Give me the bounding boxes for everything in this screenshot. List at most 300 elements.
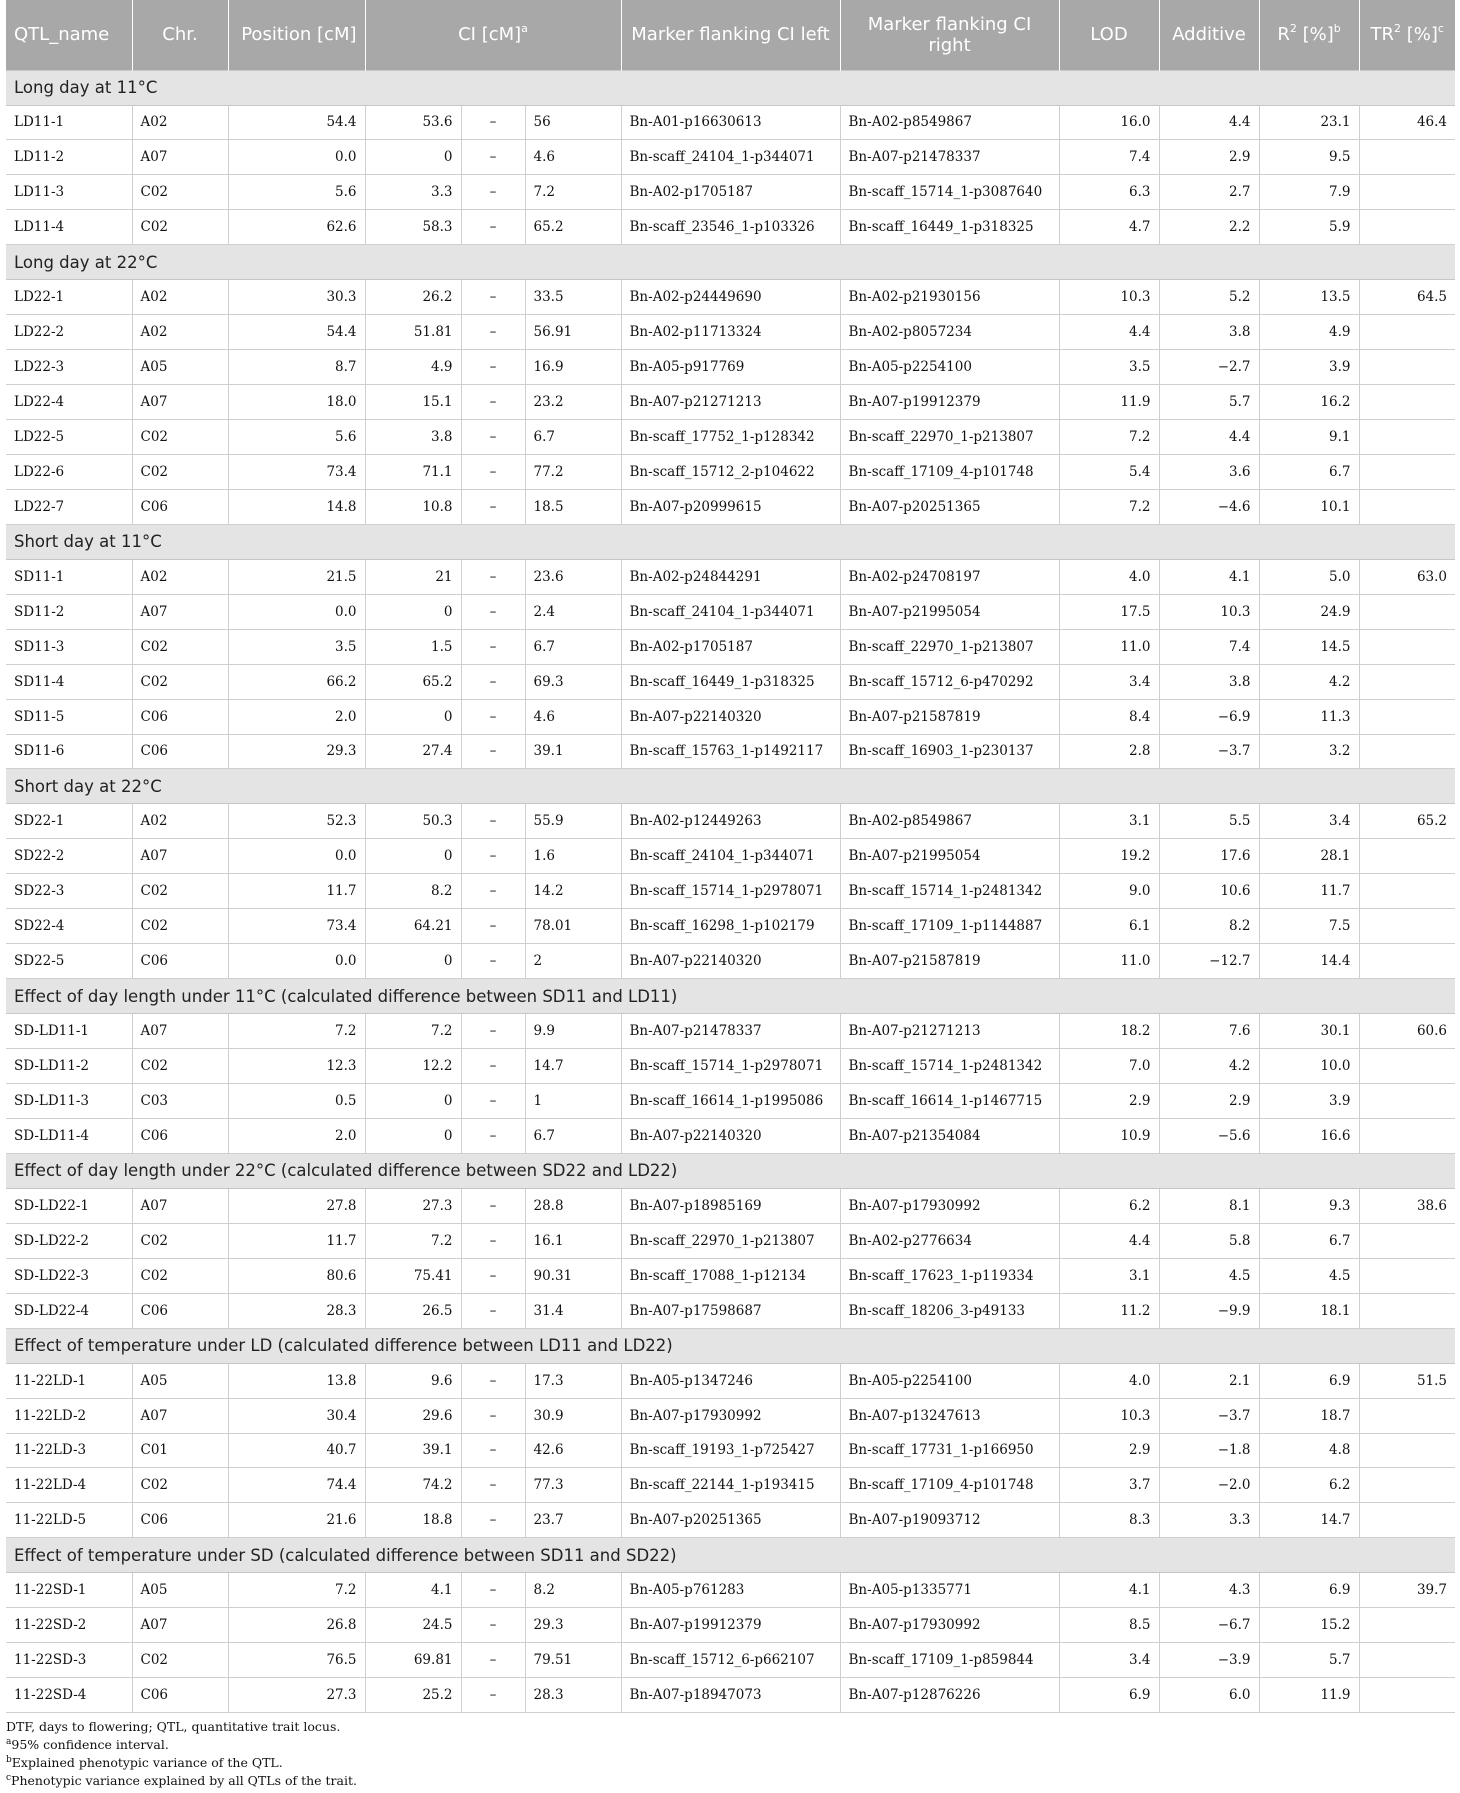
cell-ci-high: 42.6 xyxy=(525,1433,621,1468)
cell-additive: 10.3 xyxy=(1159,594,1259,629)
cell-lod: 4.0 xyxy=(1059,1363,1159,1398)
table-row xyxy=(6,839,1455,874)
cell-tr2 xyxy=(1359,839,1455,874)
cell-position: 7.2 xyxy=(228,1014,365,1049)
cell-r2: 9.5 xyxy=(1259,140,1359,175)
cell-position: 11.7 xyxy=(228,1223,365,1258)
cell-ci-low: 9.6 xyxy=(365,1363,461,1398)
cell-lod: 8.4 xyxy=(1059,699,1159,734)
cell-lod: 17.5 xyxy=(1059,594,1159,629)
cell-ci-dash: – xyxy=(461,804,525,839)
cell-qtl-name: LD22-1 xyxy=(6,280,132,315)
cell-lod: 4.7 xyxy=(1059,210,1159,245)
cell-ci-low: 53.6 xyxy=(365,105,461,140)
cell-tr2 xyxy=(1359,629,1455,664)
cell-chr: A05 xyxy=(132,350,228,385)
cell-marker-right: Bn-scaff_16903_1-p230137 xyxy=(840,734,1059,769)
cell-ci-high: 6.7 xyxy=(525,1118,621,1153)
table-row xyxy=(6,420,1455,455)
cell-additive: 8.2 xyxy=(1159,909,1259,944)
cell-ci-dash: – xyxy=(461,1049,525,1084)
cell-tr2 xyxy=(1359,1503,1455,1538)
cell-qtl-name: LD11-4 xyxy=(6,210,132,245)
cell-ci-dash: – xyxy=(461,944,525,979)
cell-tr2 xyxy=(1359,385,1455,420)
cell-tr2 xyxy=(1359,140,1455,175)
cell-chr: A07 xyxy=(132,140,228,175)
cell-ci-dash: – xyxy=(461,629,525,664)
table-row xyxy=(6,699,1455,734)
cell-marker-right: Bn-scaff_17731_1-p166950 xyxy=(840,1433,1059,1468)
cell-ci-low: 0 xyxy=(365,1084,461,1119)
cell-lod: 2.9 xyxy=(1059,1084,1159,1119)
cell-ci-low: 18.8 xyxy=(365,1503,461,1538)
table-body xyxy=(6,70,1455,1713)
cell-ci-dash: – xyxy=(461,909,525,944)
cell-qtl-name: 11-22LD-3 xyxy=(6,1433,132,1468)
col-header-lod: LOD xyxy=(1059,0,1159,70)
cell-r2: 14.7 xyxy=(1259,1503,1359,1538)
cell-ci-low: 7.2 xyxy=(365,1223,461,1258)
cell-chr: C02 xyxy=(132,1049,228,1084)
cell-ci-high: 9.9 xyxy=(525,1014,621,1049)
table-row xyxy=(6,105,1455,140)
cell-tr2 xyxy=(1359,734,1455,769)
cell-qtl-name: SD-LD22-2 xyxy=(6,1223,132,1258)
cell-tr2 xyxy=(1359,909,1455,944)
table-row xyxy=(6,1223,1455,1258)
cell-lod: 3.7 xyxy=(1059,1468,1159,1503)
section-header-row xyxy=(6,70,1455,105)
table-row xyxy=(6,1643,1455,1678)
cell-ci-high: 69.3 xyxy=(525,664,621,699)
cell-marker-right: Bn-A07-p21995054 xyxy=(840,839,1059,874)
table-row xyxy=(6,1084,1455,1119)
cell-marker-left: Bn-A07-p21271213 xyxy=(621,385,840,420)
cell-ci-low: 4.9 xyxy=(365,350,461,385)
cell-ci-dash: – xyxy=(461,874,525,909)
cell-chr: C02 xyxy=(132,1258,228,1293)
cell-position: 13.8 xyxy=(228,1363,365,1398)
table-row xyxy=(6,454,1455,489)
cell-r2: 4.5 xyxy=(1259,1258,1359,1293)
cell-position: 40.7 xyxy=(228,1433,365,1468)
cell-r2: 18.7 xyxy=(1259,1398,1359,1433)
cell-ci-dash: – xyxy=(461,1573,525,1608)
cell-marker-left: Bn-scaff_15714_1-p2978071 xyxy=(621,874,840,909)
cell-marker-left: Bn-A02-p1705187 xyxy=(621,175,840,210)
cell-chr: C02 xyxy=(132,210,228,245)
cell-chr: C06 xyxy=(132,944,228,979)
cell-lod: 7.4 xyxy=(1059,140,1159,175)
cell-tr2 xyxy=(1359,1608,1455,1643)
cell-ci-low: 39.1 xyxy=(365,1433,461,1468)
cell-additive: −2.0 xyxy=(1159,1468,1259,1503)
section-title: Effect of day length under 11°C (calculated difference between SD11 and LD11) xyxy=(6,979,1455,1014)
cell-marker-right: Bn-scaff_15714_1-p2481342 xyxy=(840,1049,1059,1084)
cell-position: 54.4 xyxy=(228,315,365,350)
cell-marker-left: Bn-A07-p18985169 xyxy=(621,1188,840,1223)
cell-lod: 11.0 xyxy=(1059,944,1159,979)
cell-ci-low: 65.2 xyxy=(365,664,461,699)
cell-additive: −3.7 xyxy=(1159,734,1259,769)
cell-position: 21.6 xyxy=(228,1503,365,1538)
cell-chr: A07 xyxy=(132,1608,228,1643)
table-row xyxy=(6,1573,1455,1608)
footnote-abbreviations: DTF, days to flowering; QTL, quantitative trait locus. xyxy=(6,1719,341,1734)
cell-lod: 4.4 xyxy=(1059,315,1159,350)
cell-ci-dash: – xyxy=(461,1363,525,1398)
section-title: Effect of temperature under SD (calculated difference between SD11 and SD22) xyxy=(6,1538,1455,1573)
cell-ci-dash: – xyxy=(461,594,525,629)
cell-position: 27.3 xyxy=(228,1678,365,1713)
cell-position: 29.3 xyxy=(228,734,365,769)
cell-marker-right: Bn-A07-p13247613 xyxy=(840,1398,1059,1433)
cell-lod: 4.1 xyxy=(1059,1573,1159,1608)
cell-tr2 xyxy=(1359,1293,1455,1328)
cell-tr2 xyxy=(1359,874,1455,909)
cell-ci-low: 0 xyxy=(365,140,461,175)
cell-tr2: 64.5 xyxy=(1359,280,1455,315)
cell-r2: 28.1 xyxy=(1259,839,1359,874)
cell-marker-right: Bn-A07-p21354084 xyxy=(840,1118,1059,1153)
cell-ci-low: 3.8 xyxy=(365,420,461,455)
cell-marker-left: Bn-scaff_17088_1-p12134 xyxy=(621,1258,840,1293)
cell-additive: 8.1 xyxy=(1159,1188,1259,1223)
table-row xyxy=(6,210,1455,245)
cell-additive: 3.3 xyxy=(1159,1503,1259,1538)
table-row xyxy=(6,1118,1455,1153)
cell-r2: 14.4 xyxy=(1259,944,1359,979)
table-row xyxy=(6,1049,1455,1084)
cell-tr2 xyxy=(1359,1223,1455,1258)
table-row xyxy=(6,629,1455,664)
cell-tr2 xyxy=(1359,315,1455,350)
cell-ci-low: 64.21 xyxy=(365,909,461,944)
cell-r2: 16.2 xyxy=(1259,385,1359,420)
col-header-qtl-name: QTL_name xyxy=(6,0,132,70)
cell-ci-low: 75.41 xyxy=(365,1258,461,1293)
cell-ci-low: 27.3 xyxy=(365,1188,461,1223)
cell-marker-left: Bn-A05-p761283 xyxy=(621,1573,840,1608)
cell-tr2: 51.5 xyxy=(1359,1363,1455,1398)
cell-r2: 6.7 xyxy=(1259,1223,1359,1258)
cell-tr2 xyxy=(1359,664,1455,699)
cell-ci-low: 8.2 xyxy=(365,874,461,909)
cell-tr2 xyxy=(1359,1678,1455,1713)
cell-lod: 10.9 xyxy=(1059,1118,1159,1153)
cell-qtl-name: SD-LD11-1 xyxy=(6,1014,132,1049)
cell-ci-dash: – xyxy=(461,1468,525,1503)
cell-additive: −6.7 xyxy=(1159,1608,1259,1643)
cell-additive: 17.6 xyxy=(1159,839,1259,874)
cell-marker-right: Bn-scaff_17623_1-p119334 xyxy=(840,1258,1059,1293)
cell-marker-left: Bn-A07-p17930992 xyxy=(621,1398,840,1433)
cell-qtl-name: LD22-7 xyxy=(6,489,132,524)
cell-ci-high: 78.01 xyxy=(525,909,621,944)
table-row xyxy=(6,909,1455,944)
cell-marker-right: Bn-A07-p21995054 xyxy=(840,594,1059,629)
cell-r2: 9.3 xyxy=(1259,1188,1359,1223)
cell-qtl-name: LD22-2 xyxy=(6,315,132,350)
cell-marker-left: Bn-A02-p24449690 xyxy=(621,280,840,315)
cell-position: 2.0 xyxy=(228,1118,365,1153)
table-row xyxy=(6,489,1455,524)
footnotes xyxy=(6,1718,357,1790)
cell-ci-low: 4.1 xyxy=(365,1573,461,1608)
cell-marker-right: Bn-scaff_15714_1-p2481342 xyxy=(840,874,1059,909)
cell-position: 66.2 xyxy=(228,664,365,699)
col-header-marker-right: Marker flanking CI right xyxy=(840,0,1059,70)
cell-qtl-name: SD11-4 xyxy=(6,664,132,699)
cell-marker-right: Bn-A02-p8549867 xyxy=(840,804,1059,839)
cell-marker-left: Bn-A05-p1347246 xyxy=(621,1363,840,1398)
cell-ci-high: 79.51 xyxy=(525,1643,621,1678)
cell-tr2: 46.4 xyxy=(1359,105,1455,140)
cell-ci-dash: – xyxy=(461,489,525,524)
cell-lod: 3.4 xyxy=(1059,664,1159,699)
cell-qtl-name: SD22-3 xyxy=(6,874,132,909)
cell-ci-high: 1.6 xyxy=(525,839,621,874)
col-header-ci: CI [cM]$^a$ xyxy=(365,0,621,70)
cell-additive: −9.9 xyxy=(1159,1293,1259,1328)
cell-r2: 5.7 xyxy=(1259,1643,1359,1678)
cell-ci-dash: – xyxy=(461,210,525,245)
cell-ci-dash: – xyxy=(461,1678,525,1713)
cell-marker-right: Bn-A02-p24708197 xyxy=(840,559,1059,594)
cell-position: 0.0 xyxy=(228,839,365,874)
cell-marker-left: Bn-A07-p22140320 xyxy=(621,699,840,734)
cell-additive: 2.2 xyxy=(1159,210,1259,245)
cell-qtl-name: 11-22LD-2 xyxy=(6,1398,132,1433)
cell-qtl-name: LD22-3 xyxy=(6,350,132,385)
cell-chr: C06 xyxy=(132,734,228,769)
cell-lod: 10.3 xyxy=(1059,1398,1159,1433)
cell-r2: 4.8 xyxy=(1259,1433,1359,1468)
section-title: Effect of temperature under LD (calculated difference between LD11 and LD22) xyxy=(6,1328,1455,1363)
cell-ci-high: 14.7 xyxy=(525,1049,621,1084)
cell-qtl-name: LD11-2 xyxy=(6,140,132,175)
table-row xyxy=(6,1293,1455,1328)
cell-lod: 19.2 xyxy=(1059,839,1159,874)
cell-additive: −2.7 xyxy=(1159,350,1259,385)
cell-chr: A02 xyxy=(132,315,228,350)
cell-tr2 xyxy=(1359,1643,1455,1678)
cell-ci-dash: – xyxy=(461,1433,525,1468)
cell-r2: 9.1 xyxy=(1259,420,1359,455)
cell-marker-right: Bn-scaff_18206_3-p49133 xyxy=(840,1293,1059,1328)
cell-lod: 11.0 xyxy=(1059,629,1159,664)
cell-additive: −5.6 xyxy=(1159,1118,1259,1153)
cell-ci-high: 14.2 xyxy=(525,874,621,909)
header-row xyxy=(6,0,1455,70)
cell-position: 18.0 xyxy=(228,385,365,420)
cell-ci-low: 12.2 xyxy=(365,1049,461,1084)
cell-tr2 xyxy=(1359,175,1455,210)
cell-additive: 3.8 xyxy=(1159,315,1259,350)
cell-position: 5.6 xyxy=(228,175,365,210)
cell-r2: 10.0 xyxy=(1259,1049,1359,1084)
cell-qtl-name: 11-22SD-4 xyxy=(6,1678,132,1713)
cell-lod: 4.4 xyxy=(1059,1223,1159,1258)
cell-marker-left: Bn-A07-p17598687 xyxy=(621,1293,840,1328)
cell-ci-low: 27.4 xyxy=(365,734,461,769)
cell-additive: −3.9 xyxy=(1159,1643,1259,1678)
cell-position: 14.8 xyxy=(228,489,365,524)
cell-ci-dash: – xyxy=(461,385,525,420)
cell-marker-right: Bn-scaff_17109_1-p1144887 xyxy=(840,909,1059,944)
cell-r2: 6.9 xyxy=(1259,1573,1359,1608)
cell-chr: C02 xyxy=(132,909,228,944)
cell-lod: 3.4 xyxy=(1059,1643,1159,1678)
cell-tr2 xyxy=(1359,1118,1455,1153)
cell-ci-high: 65.2 xyxy=(525,210,621,245)
cell-additive: 5.2 xyxy=(1159,280,1259,315)
cell-position: 73.4 xyxy=(228,909,365,944)
cell-r2: 6.2 xyxy=(1259,1468,1359,1503)
col-header-additive: Additive xyxy=(1159,0,1259,70)
cell-ci-low: 26.5 xyxy=(365,1293,461,1328)
qtl-table xyxy=(6,0,1455,1713)
cell-ci-high: 6.7 xyxy=(525,420,621,455)
cell-ci-high: 4.6 xyxy=(525,140,621,175)
cell-chr: A05 xyxy=(132,1573,228,1608)
cell-marker-right: Bn-A07-p21587819 xyxy=(840,699,1059,734)
table-row xyxy=(6,280,1455,315)
cell-marker-left: Bn-A07-p22140320 xyxy=(621,1118,840,1153)
cell-additive: 2.9 xyxy=(1159,1084,1259,1119)
cell-tr2 xyxy=(1359,1049,1455,1084)
cell-chr: C02 xyxy=(132,1643,228,1678)
cell-additive: 4.4 xyxy=(1159,420,1259,455)
cell-r2: 5.0 xyxy=(1259,559,1359,594)
cell-ci-dash: – xyxy=(461,839,525,874)
cell-marker-right: Bn-A07-p17930992 xyxy=(840,1608,1059,1643)
cell-lod: 8.5 xyxy=(1059,1608,1159,1643)
cell-marker-left: Bn-scaff_24104_1-p344071 xyxy=(621,594,840,629)
cell-additive: 4.1 xyxy=(1159,559,1259,594)
cell-marker-left: Bn-scaff_15712_6-p662107 xyxy=(621,1643,840,1678)
cell-additive: −4.6 xyxy=(1159,489,1259,524)
cell-qtl-name: SD11-3 xyxy=(6,629,132,664)
cell-chr: A02 xyxy=(132,559,228,594)
cell-ci-low: 0 xyxy=(365,944,461,979)
table-row xyxy=(6,140,1455,175)
cell-position: 26.8 xyxy=(228,1608,365,1643)
cell-marker-left: Bn-A07-p22140320 xyxy=(621,944,840,979)
cell-ci-low: 10.8 xyxy=(365,489,461,524)
cell-r2: 16.6 xyxy=(1259,1118,1359,1153)
cell-qtl-name: 11-22LD-1 xyxy=(6,1363,132,1398)
cell-ci-high: 23.7 xyxy=(525,1503,621,1538)
cell-ci-high: 30.9 xyxy=(525,1398,621,1433)
cell-qtl-name: SD22-4 xyxy=(6,909,132,944)
cell-ci-dash: – xyxy=(461,1503,525,1538)
section-header-row xyxy=(6,1153,1455,1188)
cell-qtl-name: SD-LD11-2 xyxy=(6,1049,132,1084)
cell-marker-left: Bn-A07-p21478337 xyxy=(621,1014,840,1049)
cell-qtl-name: SD-LD22-3 xyxy=(6,1258,132,1293)
cell-ci-dash: – xyxy=(461,664,525,699)
cell-ci-high: 28.8 xyxy=(525,1188,621,1223)
section-title: Short day at 22°C xyxy=(6,769,1455,804)
cell-ci-low: 58.3 xyxy=(365,210,461,245)
cell-chr: C02 xyxy=(132,874,228,909)
cell-qtl-name: SD-LD11-3 xyxy=(6,1084,132,1119)
cell-ci-dash: – xyxy=(461,1608,525,1643)
cell-marker-right: Bn-A07-p17930992 xyxy=(840,1188,1059,1223)
section-header-row xyxy=(6,1328,1455,1363)
cell-position: 0.0 xyxy=(228,140,365,175)
table-row xyxy=(6,350,1455,385)
cell-lod: 16.0 xyxy=(1059,105,1159,140)
cell-lod: 6.1 xyxy=(1059,909,1159,944)
table-row xyxy=(6,315,1455,350)
cell-marker-right: Bn-A05-p1335771 xyxy=(840,1573,1059,1608)
section-title: Long day at 11°C xyxy=(6,70,1455,105)
cell-ci-dash: – xyxy=(461,1643,525,1678)
cell-chr: C06 xyxy=(132,1118,228,1153)
cell-chr: A07 xyxy=(132,839,228,874)
cell-ci-high: 31.4 xyxy=(525,1293,621,1328)
cell-marker-right: Bn-scaff_22970_1-p213807 xyxy=(840,629,1059,664)
cell-marker-left: Bn-scaff_23546_1-p103326 xyxy=(621,210,840,245)
cell-additive: 6.0 xyxy=(1159,1678,1259,1713)
cell-ci-high: 77.3 xyxy=(525,1468,621,1503)
cell-marker-left: Bn-scaff_22970_1-p213807 xyxy=(621,1223,840,1258)
cell-ci-dash: – xyxy=(461,559,525,594)
cell-tr2 xyxy=(1359,454,1455,489)
cell-marker-right: Bn-A07-p21478337 xyxy=(840,140,1059,175)
cell-ci-dash: – xyxy=(461,699,525,734)
cell-marker-left: Bn-A05-p917769 xyxy=(621,350,840,385)
cell-chr: C06 xyxy=(132,1293,228,1328)
cell-lod: 5.4 xyxy=(1059,454,1159,489)
cell-marker-right: Bn-scaff_16614_1-p1467715 xyxy=(840,1084,1059,1119)
cell-position: 73.4 xyxy=(228,454,365,489)
table-header xyxy=(6,0,1455,70)
cell-qtl-name: 11-22LD-5 xyxy=(6,1503,132,1538)
cell-qtl-name: SD22-5 xyxy=(6,944,132,979)
cell-r2: 6.9 xyxy=(1259,1363,1359,1398)
cell-chr: A07 xyxy=(132,1014,228,1049)
cell-marker-right: Bn-A07-p21271213 xyxy=(840,1014,1059,1049)
cell-lod: 3.1 xyxy=(1059,1258,1159,1293)
cell-ci-high: 1 xyxy=(525,1084,621,1119)
cell-marker-right: Bn-A07-p12876226 xyxy=(840,1678,1059,1713)
cell-ci-dash: – xyxy=(461,1293,525,1328)
col-header-chr: Chr. xyxy=(132,0,228,70)
cell-marker-right: Bn-A05-p2254100 xyxy=(840,350,1059,385)
cell-marker-left: Bn-A02-p1705187 xyxy=(621,629,840,664)
cell-marker-right: Bn-A05-p2254100 xyxy=(840,1363,1059,1398)
cell-marker-left: Bn-A07-p20999615 xyxy=(621,489,840,524)
cell-ci-low: 74.2 xyxy=(365,1468,461,1503)
cell-marker-left: Bn-scaff_15763_1-p1492117 xyxy=(621,734,840,769)
cell-lod: 9.0 xyxy=(1059,874,1159,909)
cell-ci-dash: – xyxy=(461,1014,525,1049)
cell-qtl-name: LD11-3 xyxy=(6,175,132,210)
table-row xyxy=(6,664,1455,699)
cell-additive: 4.3 xyxy=(1159,1573,1259,1608)
cell-additive: 7.6 xyxy=(1159,1014,1259,1049)
cell-marker-left: Bn-scaff_19193_1-p725427 xyxy=(621,1433,840,1468)
table-row xyxy=(6,1433,1455,1468)
col-header-marker-left: Marker flanking CI left xyxy=(621,0,840,70)
table-row xyxy=(6,594,1455,629)
cell-ci-dash: – xyxy=(461,105,525,140)
cell-marker-right: Bn-scaff_17109_1-p859844 xyxy=(840,1643,1059,1678)
